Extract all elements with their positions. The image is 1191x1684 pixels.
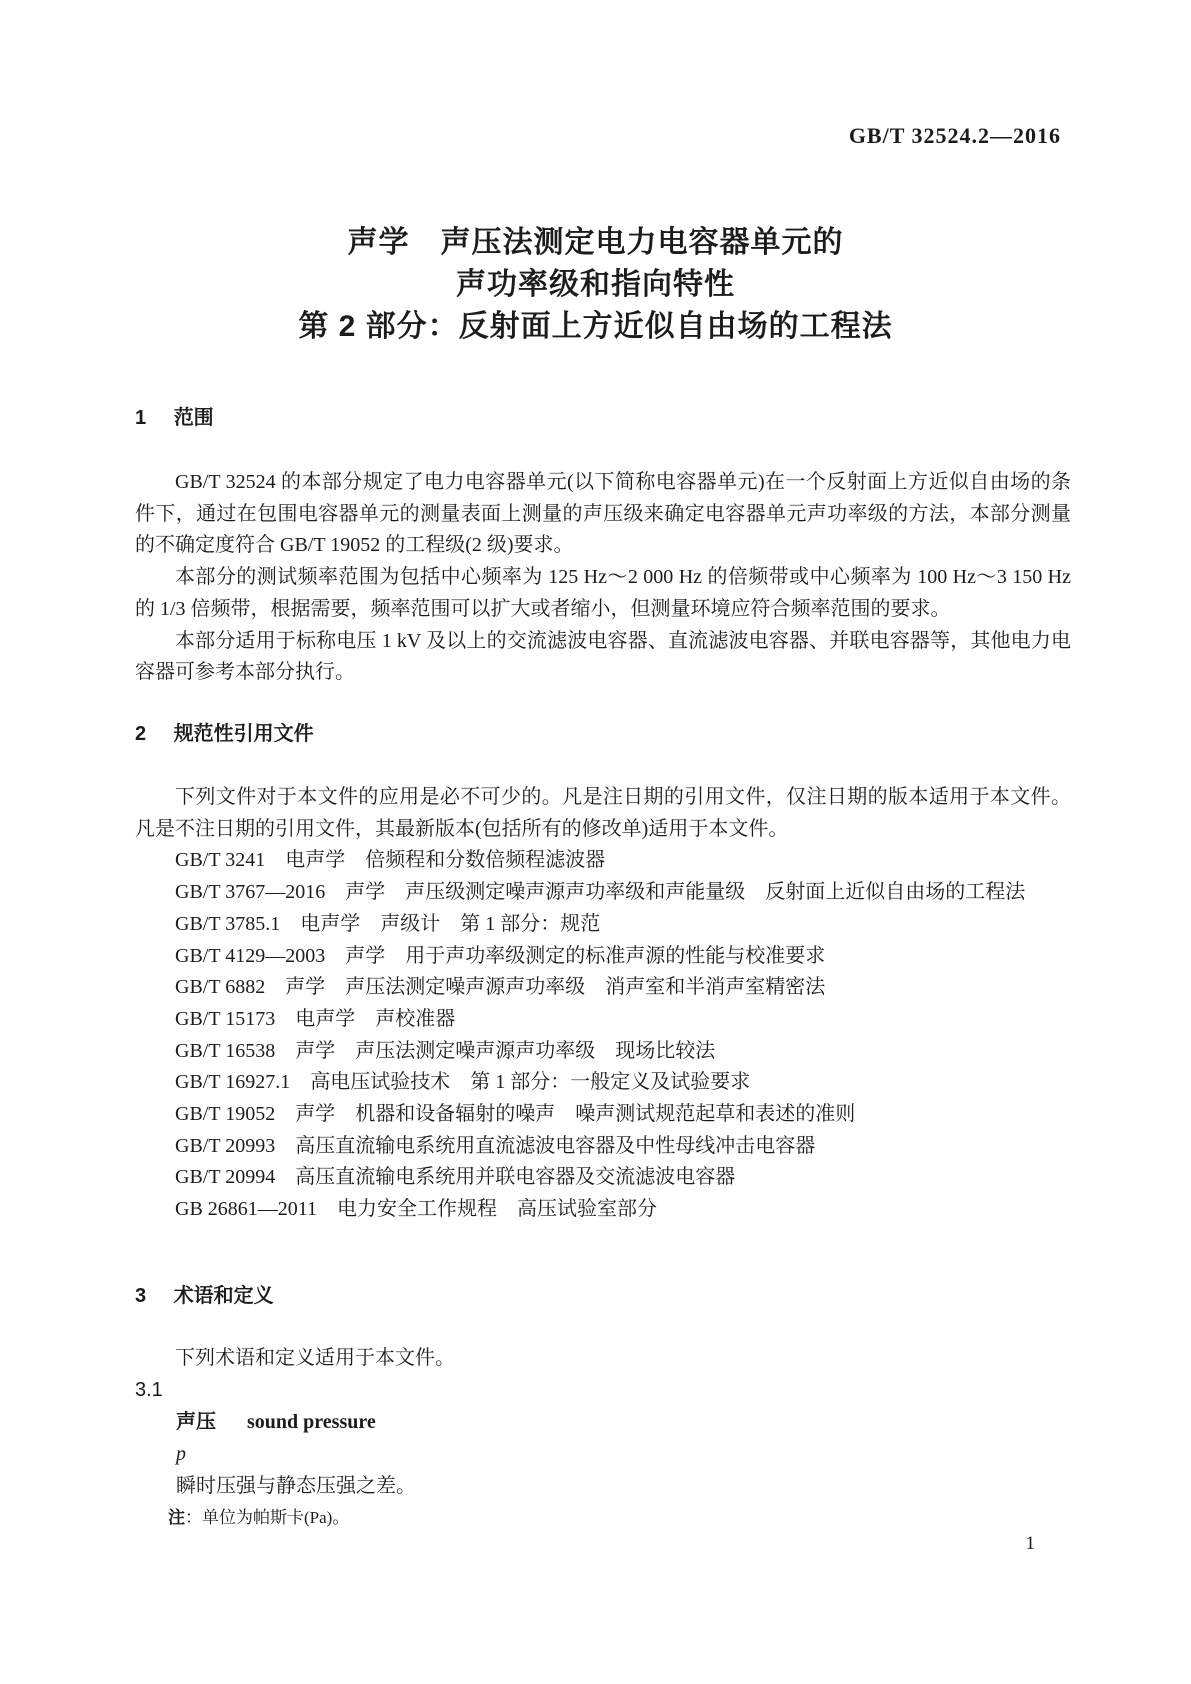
reference-item: GB/T 16538 声学 声压法测定噪声源声功率级 现场比较法 xyxy=(175,1039,716,1062)
term-chinese: 声压 xyxy=(176,1411,216,1433)
reference-item: GB/T 3241 电声学 倍频程和分数倍频程滤波器 xyxy=(175,849,606,872)
title-line-1: 声学 声压法测定电力电容器单元的 xyxy=(347,226,844,259)
term-english: sound pressure xyxy=(247,1411,376,1433)
term-definition: 瞬时压强与静态压强之差。 xyxy=(176,1475,416,1497)
section-heading-terms xyxy=(135,1283,1070,1309)
term-note xyxy=(135,1502,1071,1534)
term-number: 3.1 xyxy=(135,1379,163,1401)
page-number: 1 xyxy=(1025,1533,1035,1554)
reference-item: GB/T 6882 声学 声压法测定噪声源声功率级 消声室和半消声室精密法 xyxy=(175,976,826,999)
scope-paragraph: 本部分的测试频率范围为包括中心频率为 125 Hz～2 000 Hz 的倍频带或中心频率为 100 Hz～3 150 Hz 的 1/3 倍频带，根据需要，频率范围可以扩大或者缩小，但测量环境应符合频率范围的要求。 xyxy=(135,566,1071,620)
reference-item: GB/T 4129—2003 声学 用于声功率级测定的标准声源的性能与校准要求 xyxy=(175,944,826,967)
scope-paragraph: 本部分适用于标称电压 1 kV 及以上的交流滤波电容器、直流滤波电容器、并联电容器等，其他电力电容器可参考本部分执行。 xyxy=(135,629,1071,684)
scope-paragraph: GB/T 32524 的本部分规定了电力电容器单元(以下简称电容器单元)在一个反射面上方近似自由场的条件下，通过在包围电容器单元的测量表面上测量的声压级来确定电容器单元声功率级的方法，本部分测量的不确定度符合 GB/T 19052 的工程级(2 级)要求。 xyxy=(135,471,1071,557)
title-line-3: 第 2 部分：反射面上方近似自由场的工程法 xyxy=(298,310,893,343)
standard-code: GB/T 32524.2—2016 xyxy=(848,123,1061,148)
note-text: ：单位为帕斯卡(Pa)。 xyxy=(185,1508,350,1527)
reference-item: GB/T 3767—2016 声学 声压级测定噪声源声功率级和声能量级 反射面上近似自由场的工程法 xyxy=(175,881,1026,904)
term-symbol: p xyxy=(176,1443,186,1465)
term-entry xyxy=(135,1406,1071,1438)
section-number: 3 xyxy=(135,1285,147,1307)
section-heading-scope xyxy=(135,405,1070,431)
reference-item: GB/T 15173 电声学 声校准器 xyxy=(175,1007,456,1030)
section-number: 2 xyxy=(135,723,147,745)
section-heading-normative-references xyxy=(135,721,1070,747)
scope-body xyxy=(135,467,1071,689)
section-title: 规范性引用文件 xyxy=(173,723,314,745)
title-line-2: 声功率级和指向特性 xyxy=(456,268,735,301)
section-number: 1 xyxy=(135,407,147,429)
reference-item: GB/T 3785.1 电声学 声级计 第 1 部分：规范 xyxy=(175,912,601,935)
reference-item: GB/T 19052 声学 机器和设备辐射的噪声 噪声测试规范起草和表述的准则 xyxy=(175,1103,856,1126)
document-title xyxy=(0,222,1191,348)
section-title: 术语和定义 xyxy=(173,1285,274,1307)
section-title: 范围 xyxy=(173,407,214,429)
note-label: 注 xyxy=(168,1508,185,1527)
terms-body xyxy=(135,1342,1071,1534)
reference-item: GB/T 16927.1 高电压试验技术 第 1 部分：一般定义及试验要求 xyxy=(175,1071,751,1094)
reference-item: GB/T 20993 高压直流输电系统用直流滤波电容器及中性母线冲击电容器 xyxy=(175,1134,816,1157)
reference-item: GB 26861—2011 电力安全工作规程 高压试验室部分 xyxy=(175,1198,658,1221)
reference-item: GB/T 20994 高压直流输电系统用并联电容器及交流滤波电容器 xyxy=(175,1166,736,1189)
normative-references-body xyxy=(135,782,1071,1226)
references-intro: 下列文件对于本文件的应用是必不可少的。凡是注日期的引用文件，仅注日期的版本适用于本文件。凡是不注日期的引用文件，其最新版本(包括所有的修改单)适用于本文件。 xyxy=(135,786,1071,840)
terms-intro: 下列术语和定义适用于本文件。 xyxy=(175,1347,455,1369)
